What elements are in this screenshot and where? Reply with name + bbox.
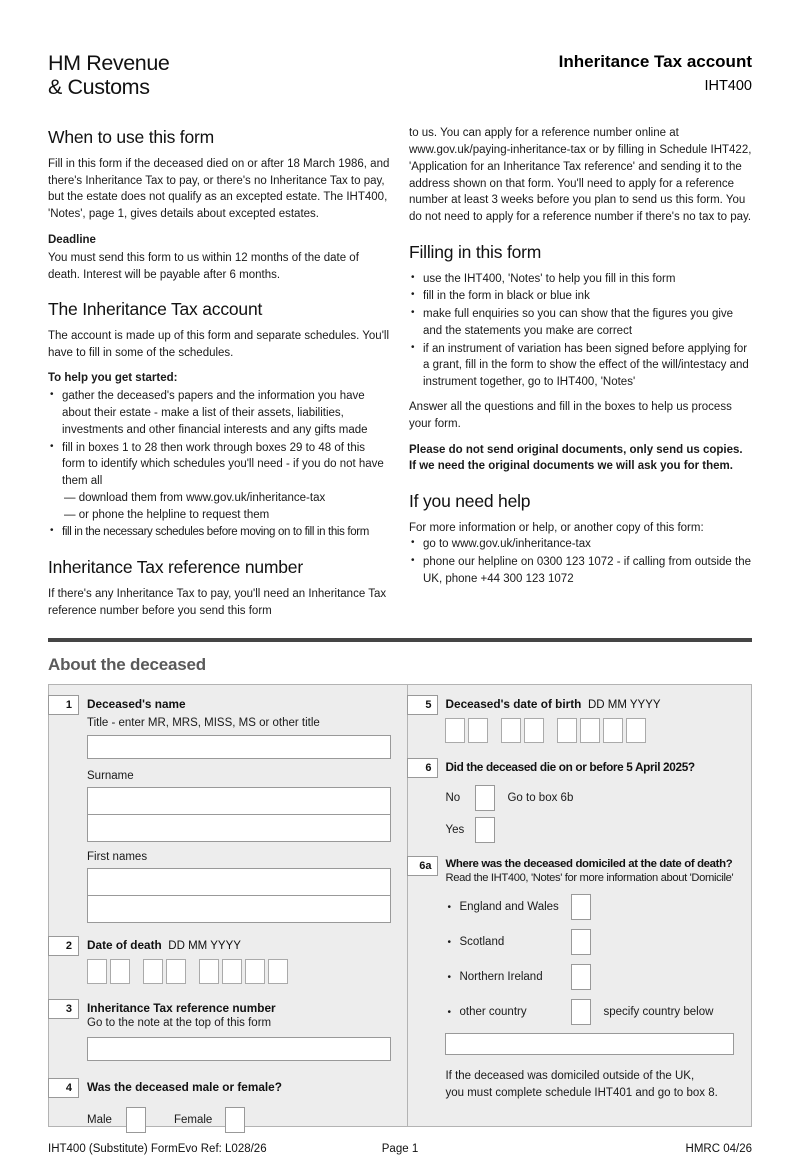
dod-year-group bbox=[199, 959, 288, 984]
question-2-number: 2 bbox=[48, 936, 79, 956]
dod-day-cell[interactable] bbox=[110, 959, 130, 984]
list-item bbox=[48, 388, 391, 438]
surname-inputs bbox=[87, 787, 391, 842]
male-female-label: Was the deceased male or female? bbox=[87, 1080, 282, 1095]
england-wales-label: England and Wales bbox=[459, 901, 559, 914]
deadline-text: You must send this form to us within 12 months of the date of death. Interest will be payable after 6 months. bbox=[48, 251, 359, 281]
list-item bbox=[48, 524, 391, 541]
other-country-checkbox[interactable] bbox=[571, 999, 591, 1025]
question-3-number: 3 bbox=[48, 999, 79, 1019]
form-title: Inheritance Tax account bbox=[558, 52, 752, 71]
form-right-column bbox=[408, 685, 751, 1126]
first-names-input-row2[interactable] bbox=[87, 895, 391, 923]
filling-in-list bbox=[409, 271, 752, 391]
footer-form-reference: IHT400 (Substitute) FormEvo Ref: L028/26 bbox=[48, 1143, 267, 1155]
list-item bbox=[409, 306, 752, 340]
need-help-text: For more information or help, or another copy of this form: bbox=[409, 521, 704, 534]
tax-reference-hint: Go to the note at the top of this form bbox=[87, 1017, 272, 1030]
footer-hmrc-version: HMRC 04/26 bbox=[685, 1143, 752, 1155]
dob-year-cell[interactable] bbox=[603, 718, 623, 743]
question-5 bbox=[425, 697, 734, 743]
list-item bbox=[409, 341, 752, 391]
when-to-use-text: Fill in this form if the deceased died on or after 18 March 1986, and there's Inheritance Tax to pay, or there's no Inheritance Tax to pay, but the estate does not qualify as an excepted estate. The IHT400, 'Notes', page 1, gives details about excepted estates. bbox=[48, 157, 390, 221]
intro-left-column bbox=[48, 125, 391, 628]
bullet-instrument: if an instrument of variation has been signed before applying for a grant, fill in the form to show the effect of the will/intestacy and instrument together, go to IHT400, 'Notes' bbox=[423, 342, 749, 389]
domicile-option-scotland bbox=[445, 929, 734, 955]
surname-input-row1[interactable] bbox=[87, 787, 391, 815]
title-input[interactable] bbox=[87, 735, 391, 759]
bullet-ink: fill in the form in black or blue ink bbox=[423, 290, 590, 303]
bullet-use-notes: use the IHT400, 'Notes' to help you fill in this form bbox=[423, 272, 676, 285]
tax-reference-label: Inheritance Tax reference number bbox=[87, 1001, 276, 1016]
scotland-checkbox[interactable] bbox=[571, 929, 591, 955]
heading-filling-in: Filling in this form bbox=[409, 241, 542, 262]
list-item bbox=[409, 271, 752, 288]
list-item bbox=[409, 536, 752, 553]
dod-month-cell[interactable] bbox=[166, 959, 186, 984]
need-help-list bbox=[409, 536, 752, 587]
date-of-death-format: DD MM YYYY bbox=[168, 940, 241, 953]
northern-ireland-label: Northern Ireland bbox=[459, 971, 543, 984]
question-3 bbox=[65, 1001, 391, 1061]
no-row bbox=[445, 785, 734, 811]
intro-right-column bbox=[409, 125, 752, 628]
tax-reference-input[interactable] bbox=[87, 1037, 391, 1061]
domiciled-outside-uk-note bbox=[445, 1068, 734, 1101]
heading-when-to-use: When to use this form bbox=[48, 127, 215, 148]
question-2 bbox=[65, 938, 391, 984]
yes-label: Yes bbox=[445, 824, 465, 837]
intro-columns bbox=[48, 125, 752, 628]
sub-bullet-download: — download them from www.gov.uk/inheritance-tax bbox=[64, 491, 326, 504]
england-wales-checkbox[interactable] bbox=[571, 894, 591, 920]
outside-note-line1: If the deceased was domiciled outside of the UK, bbox=[445, 1070, 695, 1083]
footer-page-number: Page 1 bbox=[381, 1143, 419, 1155]
dob-day-cell[interactable] bbox=[468, 718, 488, 743]
yes-checkbox[interactable] bbox=[475, 817, 495, 843]
die-before-label: Did the deceased die on or before 5 April 2025? bbox=[445, 760, 695, 775]
date-of-birth-text: Deceased's date of birth bbox=[445, 697, 582, 712]
first-names-label: First names bbox=[87, 851, 148, 864]
bullet-enquiries: make full enquiries so you can show that the figures you give and the statements you make are correct bbox=[423, 308, 734, 337]
bullet-dot: • bbox=[447, 971, 451, 983]
heading-need-help: If you need help bbox=[409, 491, 531, 512]
country-input[interactable] bbox=[445, 1033, 734, 1055]
dob-day-cell[interactable] bbox=[445, 718, 465, 743]
bullet-fill-boxes: fill in boxes 1 to 28 then work through boxes 29 to 48 of this form to identify which schedules you'll need - if you do not have them all bbox=[62, 441, 384, 488]
other-country-label: other country bbox=[459, 1006, 527, 1019]
surname-input-row2[interactable] bbox=[87, 814, 391, 842]
date-of-birth-boxes bbox=[445, 718, 734, 743]
no-label: No bbox=[445, 792, 461, 805]
surname-label: Surname bbox=[87, 770, 134, 783]
dod-year-cell[interactable] bbox=[245, 959, 265, 984]
iht-account-text: The account is made up of this form and separate schedules. You'll have to fill in some of the schedules. bbox=[48, 329, 390, 359]
original-documents-text: Please do not send original documents, only send us copies. If we need the original documents we will ask you for them. bbox=[409, 443, 743, 473]
dob-month-cell[interactable] bbox=[501, 718, 521, 743]
bullet-helpline: phone our helpline on 0300 123 1072 - if calling from outside the UK, phone +44 300 123 1072 bbox=[423, 556, 751, 585]
question-5-number: 5 bbox=[407, 695, 438, 715]
female-label: Female bbox=[173, 1114, 213, 1127]
yes-row bbox=[445, 817, 734, 843]
form-left-column bbox=[49, 685, 408, 1126]
question-1 bbox=[65, 697, 391, 923]
male-checkbox[interactable] bbox=[126, 1107, 146, 1133]
date-of-death-label bbox=[87, 938, 391, 952]
male-label: Male bbox=[87, 1114, 112, 1127]
question-6-number: 6 bbox=[407, 758, 438, 778]
scotland-label: Scotland bbox=[459, 936, 505, 949]
domicile-hint: Read the IHT400, 'Notes' for more information about 'Domicile' bbox=[445, 872, 734, 885]
title-hint: Title - enter MR, MRS, MISS, MS or other title bbox=[87, 717, 320, 730]
heading-iht-account: The Inheritance Tax account bbox=[48, 299, 263, 320]
answer-questions-text: Answer all the questions and fill in the boxes to help us process your form. bbox=[409, 400, 732, 430]
outside-note-line2: you must complete schedule IHT401 and go to box 8. bbox=[445, 1087, 718, 1099]
list-item bbox=[409, 288, 752, 305]
domicile-option-england-wales bbox=[445, 894, 734, 920]
heading-reference-number: Inheritance Tax reference number bbox=[48, 557, 303, 578]
dod-day-group bbox=[87, 959, 130, 984]
about-deceased-form bbox=[48, 684, 752, 1127]
question-6 bbox=[425, 760, 734, 843]
section-divider bbox=[48, 638, 752, 642]
section-title-about-deceased: About the deceased bbox=[48, 655, 206, 675]
domicile-option-northern-ireland bbox=[445, 964, 734, 990]
deceased-name-label: Deceased's name bbox=[87, 697, 186, 712]
page-footer bbox=[48, 1143, 752, 1155]
domicile-label: Where was the deceased domiciled at the date of death? bbox=[445, 858, 733, 871]
hmrc-logo bbox=[48, 52, 169, 99]
date-of-death-text: Date of death bbox=[87, 938, 162, 953]
reference-continued-text: to us. You can apply for a reference number online at www.gov.uk/paying-inheritance-tax or by filling in Schedule IHT422, 'Application for an Inheritance Tax reference' and sending it to the address shown on that form. You'll need to apply for a reference number at least 3 weeks before you plan to send us this form. You do not need to apply for a reference number if there's no tax to pay. bbox=[409, 127, 752, 224]
dod-year-cell[interactable] bbox=[268, 959, 288, 984]
dob-day-group bbox=[445, 718, 488, 743]
page-header bbox=[48, 52, 752, 99]
dob-year-cell[interactable] bbox=[580, 718, 600, 743]
dob-month-cell[interactable] bbox=[524, 718, 544, 743]
bullet-dot: • bbox=[447, 936, 451, 948]
logo-line1: HM Revenue bbox=[48, 51, 170, 75]
dob-year-cell[interactable] bbox=[557, 718, 577, 743]
dob-year-cell[interactable] bbox=[626, 718, 646, 743]
bullet-go-to-site: go to www.gov.uk/inheritance-tax bbox=[423, 538, 591, 551]
deadline-heading: Deadline bbox=[48, 233, 96, 246]
dod-year-cell[interactable] bbox=[222, 959, 242, 984]
list-item bbox=[48, 440, 391, 524]
question-4-number: 4 bbox=[48, 1078, 79, 1098]
dob-year-group bbox=[557, 718, 646, 743]
list-item bbox=[409, 554, 752, 588]
question-1-number: 1 bbox=[48, 695, 79, 715]
form-code: IHT400 bbox=[704, 78, 752, 94]
go-to-box-6b-hint: Go to box 6b bbox=[507, 792, 574, 805]
dod-year-cell[interactable] bbox=[199, 959, 219, 984]
no-checkbox[interactable] bbox=[475, 785, 495, 811]
sub-bullet-phone: — or phone the helpline to request them bbox=[64, 508, 270, 521]
date-of-birth-format: DD MM YYYY bbox=[587, 699, 661, 712]
question-6a-number: 6a bbox=[407, 856, 438, 876]
form-title-block bbox=[559, 52, 752, 94]
northern-ireland-checkbox[interactable] bbox=[571, 964, 591, 990]
dob-month-group bbox=[501, 718, 544, 743]
first-names-inputs bbox=[87, 868, 391, 923]
question-4 bbox=[65, 1080, 391, 1133]
reference-number-text: If there's any Inheritance Tax to pay, you'll need an Inheritance Tax reference number before you send this form bbox=[48, 587, 387, 617]
dod-day-cell[interactable] bbox=[87, 959, 107, 984]
domicile-option-other-country bbox=[445, 999, 734, 1025]
male-female-row bbox=[87, 1107, 391, 1133]
bullet-dot: • bbox=[447, 901, 451, 913]
question-6a bbox=[419, 858, 734, 1101]
get-started-list bbox=[48, 388, 391, 541]
bullet-dot: • bbox=[447, 1006, 451, 1018]
date-of-death-boxes bbox=[87, 959, 391, 984]
logo-line2: & Customs bbox=[48, 74, 150, 99]
first-names-input-row1[interactable] bbox=[87, 868, 391, 896]
bullet-gather: gather the deceased's papers and the information you have about their estate - make a list of their assets, liabilities, investments and other financial interests and any gifts made bbox=[62, 390, 368, 436]
female-checkbox[interactable] bbox=[225, 1107, 245, 1133]
dod-month-group bbox=[143, 959, 186, 984]
specify-country-hint: specify country below bbox=[603, 1006, 714, 1019]
dod-month-cell[interactable] bbox=[143, 959, 163, 984]
date-of-birth-label bbox=[445, 697, 734, 711]
bullet-schedules: fill in the necessary schedules before moving on to fill in this form bbox=[62, 526, 369, 539]
get-started-heading: To help you get started: bbox=[48, 372, 178, 385]
